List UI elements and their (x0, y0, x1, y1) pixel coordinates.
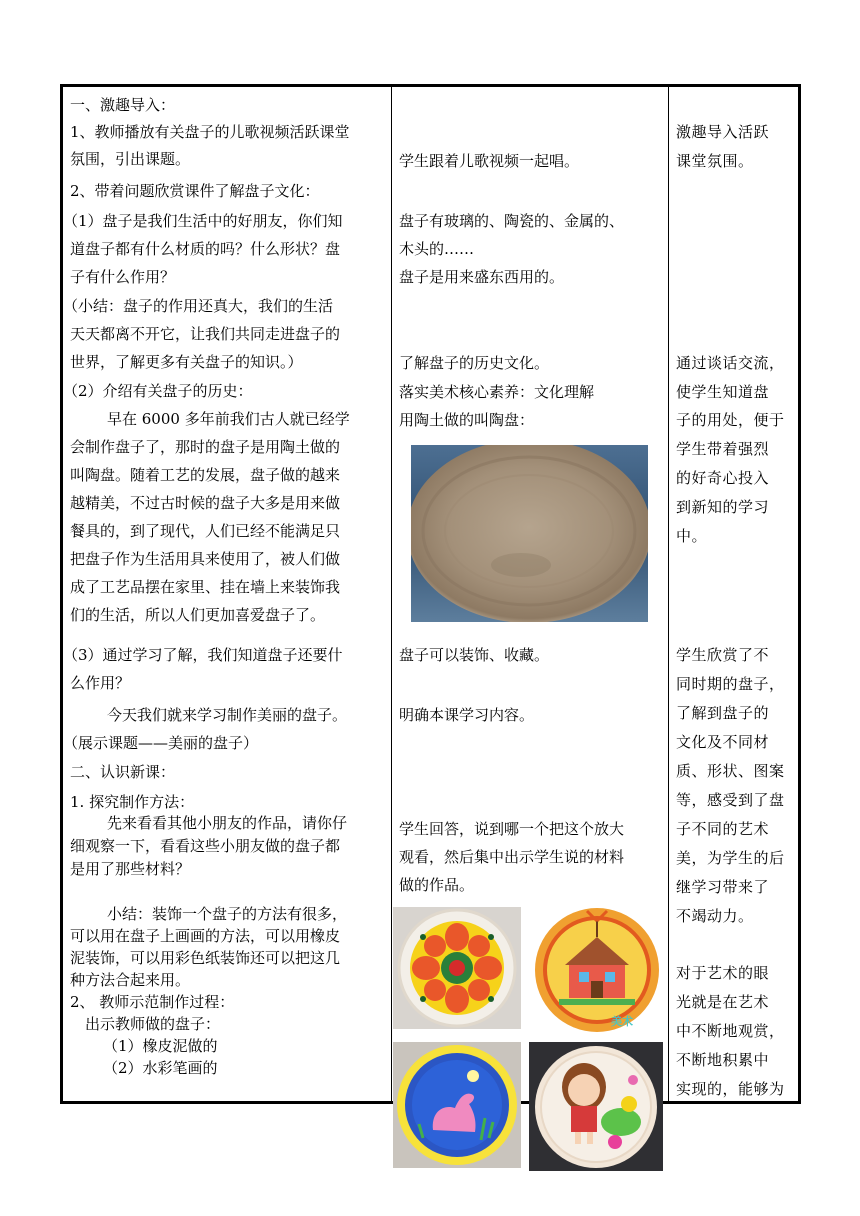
text-line: 子的用处，便于 (676, 411, 785, 429)
text-line: 做的作品。 (399, 876, 475, 894)
text-line: 二、认识新课： (70, 763, 176, 781)
text-line: 成了工艺品摆在家里、挂在墙上来装饰我 (70, 578, 341, 596)
clay-plate-photo (411, 445, 648, 622)
text-line: 文化及不同材 (676, 733, 770, 751)
text-line: 细观察一下，看看这些小朋友做的盘子都 (70, 837, 341, 855)
clay-plate-image (411, 445, 648, 622)
text-line: （小结：盘子的作用还真大，我们的生活 (63, 297, 334, 315)
text-line: 么作用？ (70, 674, 131, 692)
teacher-activity-column (63, 87, 391, 1101)
text-line: 们的生活，所以人们更加喜爱盘子了。 (70, 606, 326, 624)
text-line: （2）水彩笔画的 (103, 1059, 218, 1077)
text-line: 学生回答，说到哪一个把这个放大 (399, 820, 625, 838)
text-line: 泥装饰，可以用彩色纸装饰还可以把这几 (70, 949, 341, 967)
lesson-table (60, 84, 801, 1104)
text-line: 美，为学生的后 (676, 849, 785, 867)
text-line: （3）通过学习了解，我们知道盘子还要什 (63, 646, 343, 664)
text-line: 先来看看其他小朋友的作品，请你仔 (107, 814, 348, 832)
student-plate-photo-1 (393, 907, 521, 1029)
text-line: 出示教师做的盘子： (85, 1015, 221, 1033)
text-line: 盘子可以装饰、收藏。 (399, 646, 550, 664)
text-line: 是用了那些材料？ (70, 860, 191, 878)
text-line: 同时期的盘子， (676, 675, 785, 693)
text-line: 明确本课学习内容。 (399, 706, 535, 724)
text-line: 可以用在盘子上画画的方法，可以用橡皮 (70, 927, 341, 945)
student-activity-column (392, 87, 668, 1101)
text-line: 学生欣赏了不 (676, 646, 770, 664)
text-line: 天天都离不开它，让我们共同走进盘子的 (70, 325, 341, 343)
text-line: 盘子有玻璃的、陶瓷的、金属的、 (399, 212, 625, 230)
text-line: 不竭动力。 (676, 907, 754, 925)
text-line: 了解到盘子的 (676, 704, 770, 722)
text-line: 到新知的学习 (676, 498, 770, 516)
text-line: 把盘子作为生活用具来使用了，被人们做 (70, 550, 341, 568)
text-line: 木头的…… (399, 240, 475, 258)
text-line: 不断地积累中 (676, 1051, 770, 1069)
text-line: 使学生知道盘 (676, 383, 770, 401)
girl-plate-image (529, 1042, 663, 1171)
text-line: 落实美术核心素养：文化理解 (399, 383, 595, 401)
text-line: 1、教师播放有关盘子的儿歌视频活跃课堂 (70, 123, 350, 141)
text-line: 早在 6000 多年前我们古人就已经学 (107, 410, 350, 428)
dinosaur-plate-image (393, 1042, 521, 1168)
text-line: 对于艺术的眼 (676, 964, 770, 982)
text-line: 1. 探究制作方法： (70, 793, 195, 811)
text-line: （展示课题——美丽的盘子） (63, 734, 259, 752)
text-line: 课堂氛围。 (676, 152, 754, 170)
watermark-text: 美术 (611, 1015, 633, 1028)
text-line: 光就是在艺术 (676, 993, 770, 1011)
text-line: （2）介绍有关盘子的历史： (63, 382, 253, 400)
house-plate-image (529, 907, 665, 1033)
text-line: 子有什么作用？ (70, 268, 176, 286)
text-line: 实现的，能够为 (676, 1080, 785, 1098)
text-line: 了解盘子的历史文化。 (399, 354, 550, 372)
text-line: 中。 (676, 527, 708, 545)
text-line: 今天我们就来学习制作美丽的盘子。 (107, 706, 348, 724)
flower-plate-image (393, 907, 521, 1029)
text-line: 的好奇心投入 (676, 469, 770, 487)
text-line: （1）盘子是我们生活中的好朋友，你们知 (63, 212, 343, 230)
text-line: 学生带着强烈 (676, 440, 770, 458)
text-line: 子不同的艺术 (676, 820, 770, 838)
student-plate-photo-3 (393, 1042, 521, 1168)
text-line: 激趣导入活跃 (676, 123, 770, 141)
text-line: 质、形状、图案 (676, 762, 785, 780)
text-line: 氛围，引出课题。 (70, 150, 191, 168)
text-line: 道盘子都有什么材质的吗？什么形状？盘 (70, 240, 341, 258)
text-line: 中不断地观赏， (676, 1022, 785, 1040)
text-line: 越精美，不过古时候的盘子大多是用来做 (70, 494, 341, 512)
text-line: 等，感受到了盘 (676, 791, 785, 809)
text-line: 2、带着问题欣赏课件了解盘子文化： (70, 182, 320, 200)
text-line: 小结：装饰一个盘子的方法有很多， (107, 905, 348, 923)
text-line: 种方法合起来用。 (70, 971, 191, 989)
text-line: 一、激趣导入： (70, 96, 176, 114)
text-line: 继学习带来了 (676, 878, 770, 896)
text-line: 通过谈话交流， (676, 354, 785, 372)
student-plate-photo-4 (529, 1042, 663, 1171)
text-line: 世界，了解更多有关盘子的知识。） (70, 353, 303, 371)
text-line: 用陶土做的叫陶盘： (399, 411, 535, 429)
student-plate-photo-2 (529, 907, 665, 1033)
text-line: 盘子是用来盛东西用的。 (399, 268, 565, 286)
text-line: 2、 教师示范制作过程： (70, 993, 235, 1011)
text-line: 餐具的，到了现代，人们已经不能满足只 (70, 522, 341, 540)
text-line: 学生跟着儿歌视频一起唱。 (399, 152, 580, 170)
text-line: 观看，然后集中出示学生说的材料 (399, 848, 625, 866)
text-line: 叫陶盘。随着工艺的发展，盘子做的越来 (70, 466, 341, 484)
text-line: （1）橡皮泥做的 (103, 1037, 218, 1055)
design-intent-column (669, 87, 801, 1101)
text-line: 会制作盘子了，那时的盘子是用陶土做的 (70, 438, 341, 456)
